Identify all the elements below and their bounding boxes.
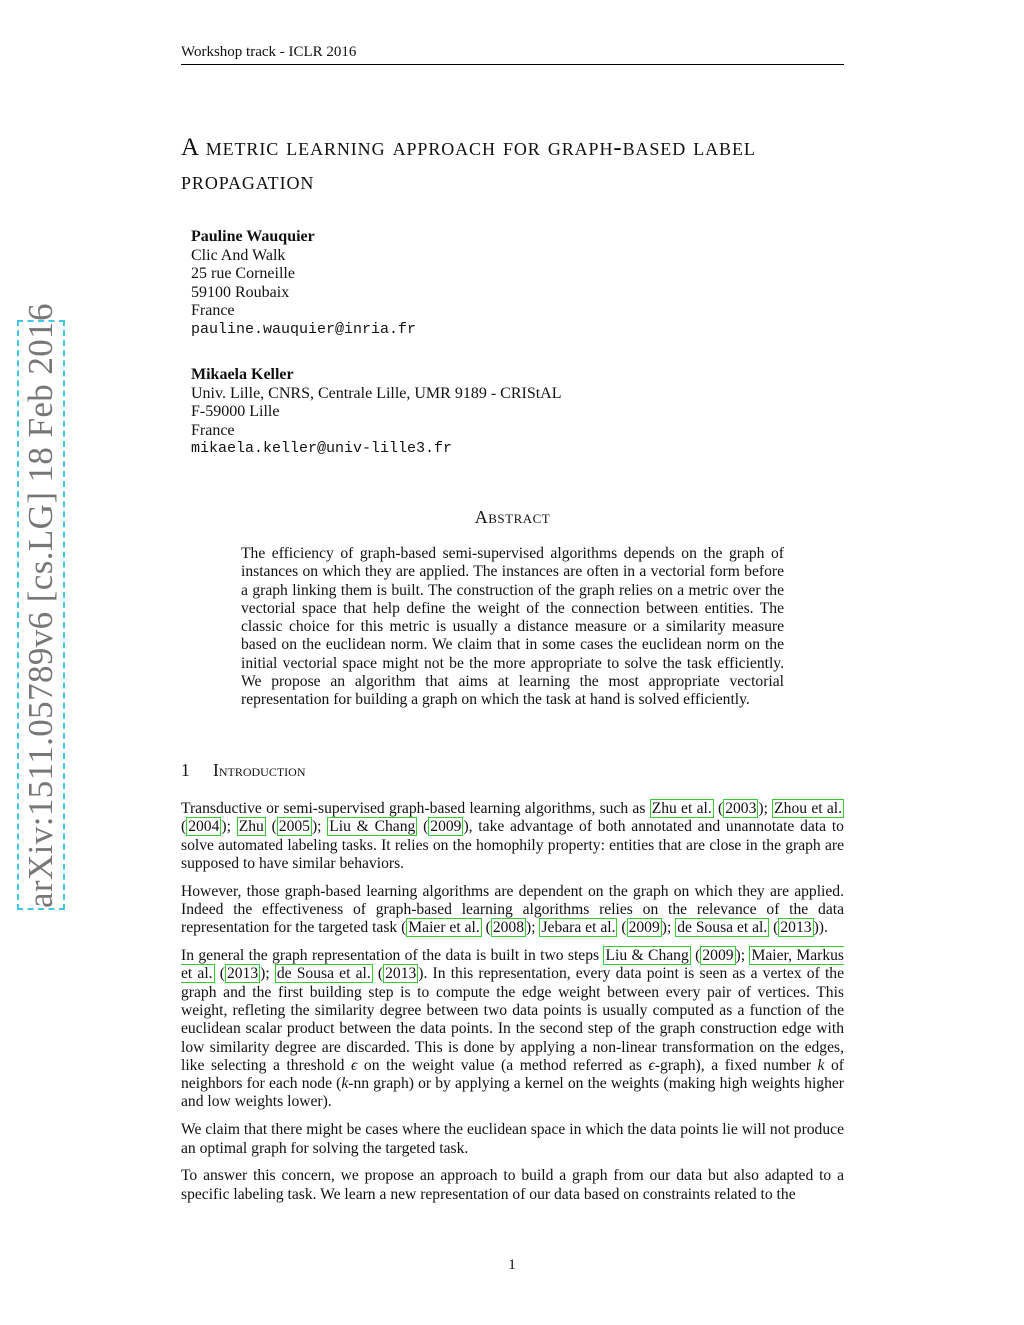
section-number: 1 [181,760,190,780]
arxiv-stamp-text: arXiv:1511.05789v6 [cs.LG] 18 Feb 2016 [21,303,60,908]
citation-link[interactable]: 2005 [278,818,310,836]
citation-link[interactable]: de Sousa et al. [276,965,371,983]
author-block [191,366,562,459]
citation-link[interactable]: Zhu [238,818,264,836]
body-text [181,800,844,1213]
citation-link[interactable]: Zhu et al. [651,800,712,817]
section-heading [181,760,306,781]
page-number: 1 [508,1257,516,1273]
citation-link[interactable]: 2009 [702,947,734,965]
author-email[interactable]: mikaela.keller@univ-lille3.fr [191,440,453,457]
paragraph: However, those graph-based learning algorithms are dependent on the graph on which they are applied. Indeed the effectiveness of graph-based learning algorithms relies on the relevance of the data representation for the targeted task ( Maier et al. ( 2008 ); Jebara et al. ( 2009 ); de Sousa et al. ( 2013 )). [181,882,844,937]
arxiv-stamp[interactable] [17,303,65,910]
citation-link[interactable]: Maier, Markus et al. [181,947,845,983]
citation-link[interactable]: 2003 [725,800,757,817]
abstract-text: The efficiency of graph-based semi-supervised algorithms depends on the graph of instances on which they are applied. The instances are often in a vectorial form before a graph linking them is built. The construction of the graph relies on a metric over the vectorial space that help define the weight of the connection between entities. The classic choice for this metric is usually a distance measure or a similarity measure based on the euclidean norm. We claim that in some cases the euclidean norm on the initial vectorial space might not be the more appropriate to solve the task efficiently. We propose an algorithm that aims at learning the most appropriate vectorial representation for building a graph on which the task at hand is solved efficiently. [241,545,784,709]
math-symbol: ϵ [648,1056,655,1074]
author-name: Pauline Wauquier [191,228,315,245]
author-affiliation: Clic And Walk [191,246,286,264]
citation-link[interactable]: Liu & Chang [329,818,416,836]
citation-link[interactable]: 2013 [226,965,259,983]
math-symbol: k [341,1075,349,1093]
author-country: France [191,421,235,439]
citation-link[interactable]: Jebara et al. [541,919,616,937]
citation-link[interactable]: de Sousa et al. [677,919,768,937]
citation-link[interactable]: 2013 [385,965,417,983]
paragraph: In general the graph representation of the data is built in two steps Liu & Chang ( 2009 ); Maier, Markus et al. ( 2013 ); de Sousa et al. ( 2013 ). In this representation, every data point is seen as a vertex of the graph and the first building step is to compute the edge weight between every pair of vertices. This weight, refleting the similarity degree between two data points is usually computed as a function of the euclidean scalar product between the data points. In the second step of the graph construction edge with low similarity degree are discarded. This is done by applying a non-linear transformation on the edges, like selecting a threshold ϵ on the weight value (a method referred as ϵ-graph), a fixed number k of neighbors for each node (k-nn graph) or by applying a kernel on the weights (making high weights higher and low weights lower). [181,947,845,1111]
author-email[interactable]: pauline.wauquier@inria.fr [191,320,417,338]
citation-link[interactable]: 2008 [492,919,525,937]
paragraph: We claim that there might be cases where the euclidean space in which the data points lie will not produce an optimal graph for solving the targeted task. [181,1121,844,1157]
paragraph: Transductive or semi-supervised graph-based learning algorithms, such as Zhu et al. ( 2003 ); Zhou et al. ( 2004 ); Zhu ( 2005 ); Liu & Chang ( 2009 ), take advantage of both annotated and unannotate data to solve automated labeling tasks. It relies on the homophily property: entities that are close in the graph are supposed to have similar behaviors. [181,800,844,872]
author-city: F-59000 Lille [191,403,280,420]
running-header: Workshop track - ICLR 2016 [181,44,844,65]
math-symbol: ϵ [351,1056,358,1074]
citation-link[interactable]: Maier et al. [408,919,480,937]
author-name: Mikaela Keller [191,366,294,383]
author-block [191,228,416,339]
paper-title: A metric learning approach for graph-based label propagation [181,134,756,195]
paragraph: To answer this concern, we propose an approach to build a graph from our data but also adapted to a specific labeling task. We learn a new representation of our data based on constraints related to the [181,1167,844,1203]
citation-link[interactable]: Zhou et al. [774,800,842,817]
citation-link[interactable]: 2009 [430,818,462,836]
author-affiliation: Univ. Lille, CNRS, Centrale Lille, UMR 9189 - CRIStAL [191,384,562,402]
math-symbol: k [817,1056,825,1074]
abstract-heading: Abstract [474,507,551,527]
section-title: Introduction [213,760,306,780]
citation-link[interactable]: 2009 [628,919,660,937]
author-address: 25 rue Corneille [191,265,295,282]
author-city: 59100 Roubaix [191,283,290,301]
citation-link[interactable]: 2013 [780,919,812,937]
citation-link[interactable]: Liu & Chang [605,947,689,965]
citation-link[interactable]: 2004 [188,818,220,836]
author-country: France [191,302,235,319]
